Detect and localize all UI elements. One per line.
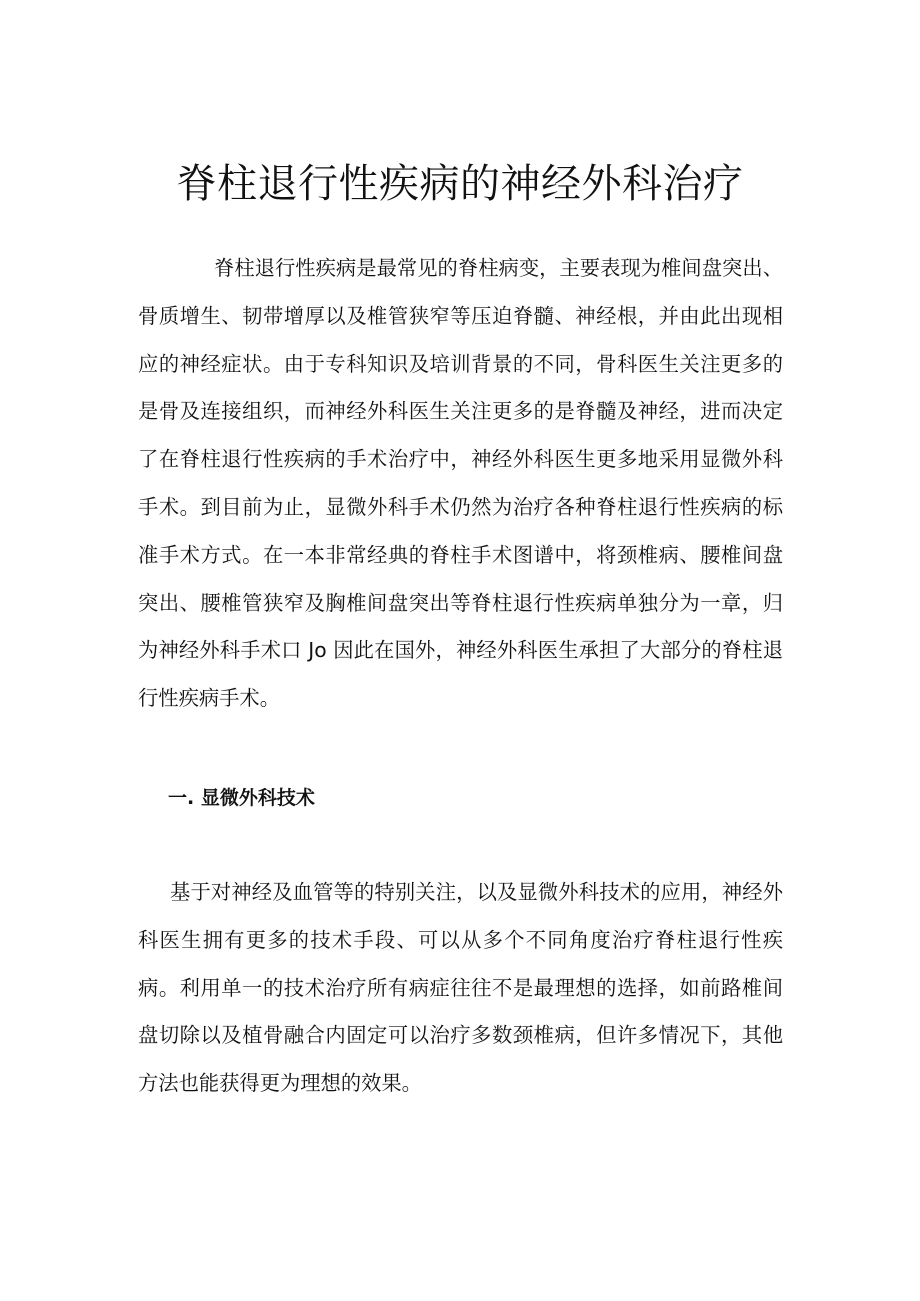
- section-paragraph: 基于对神经及血管等的特别关注，以及显微外科技术的应用，神经外科医生拥有更多的技术手段、可以从多个不同角度治疗脊柱退行性疾病。利用单一的技术治疗所有病症往往不是最理想的选择，如前路椎间盘切除以及植骨融合内固定可以治疗多数颈椎病，但许多情况下，其他方法也能获得更为理想的效果。: [138, 880, 783, 1096]
- section-heading-microsurgery: 一. 显微外科技术: [168, 787, 315, 809]
- intro-paragraph: 脊柱退行性疾病是最常见的脊柱病变，主要表现为椎间盘突出、骨质增生、韧带增厚以及椎管狭窄等压迫脊髓、神经根，并由此出现相应的神经症状。由于专科知识及培训背景的不同，骨科医生关注更多的是骨及连接组织，而神经外科医生关注更多的是脊髓及神经，进而决定了在脊柱退行性疾病的手术治疗中，神经外科医生更多地采用显微外科手术。到目前为止，显微外科手术仍然为治疗各种脊柱退行性疾病的标准手术方式。在一本非常经典的脊柱手术图谱中，将颈椎病、腰椎间盘突出、腰椎管狭窄及胸椎间盘突出等脊柱退行性疾病单独分为一章，归为神经外科手术口 Jo 因此在国外，神经外科医生承担了大部分的脊柱退行性疾病手术。: [138, 256, 783, 711]
- document-title: 脊柱退行性疾病的神经外科治疗: [176, 161, 744, 207]
